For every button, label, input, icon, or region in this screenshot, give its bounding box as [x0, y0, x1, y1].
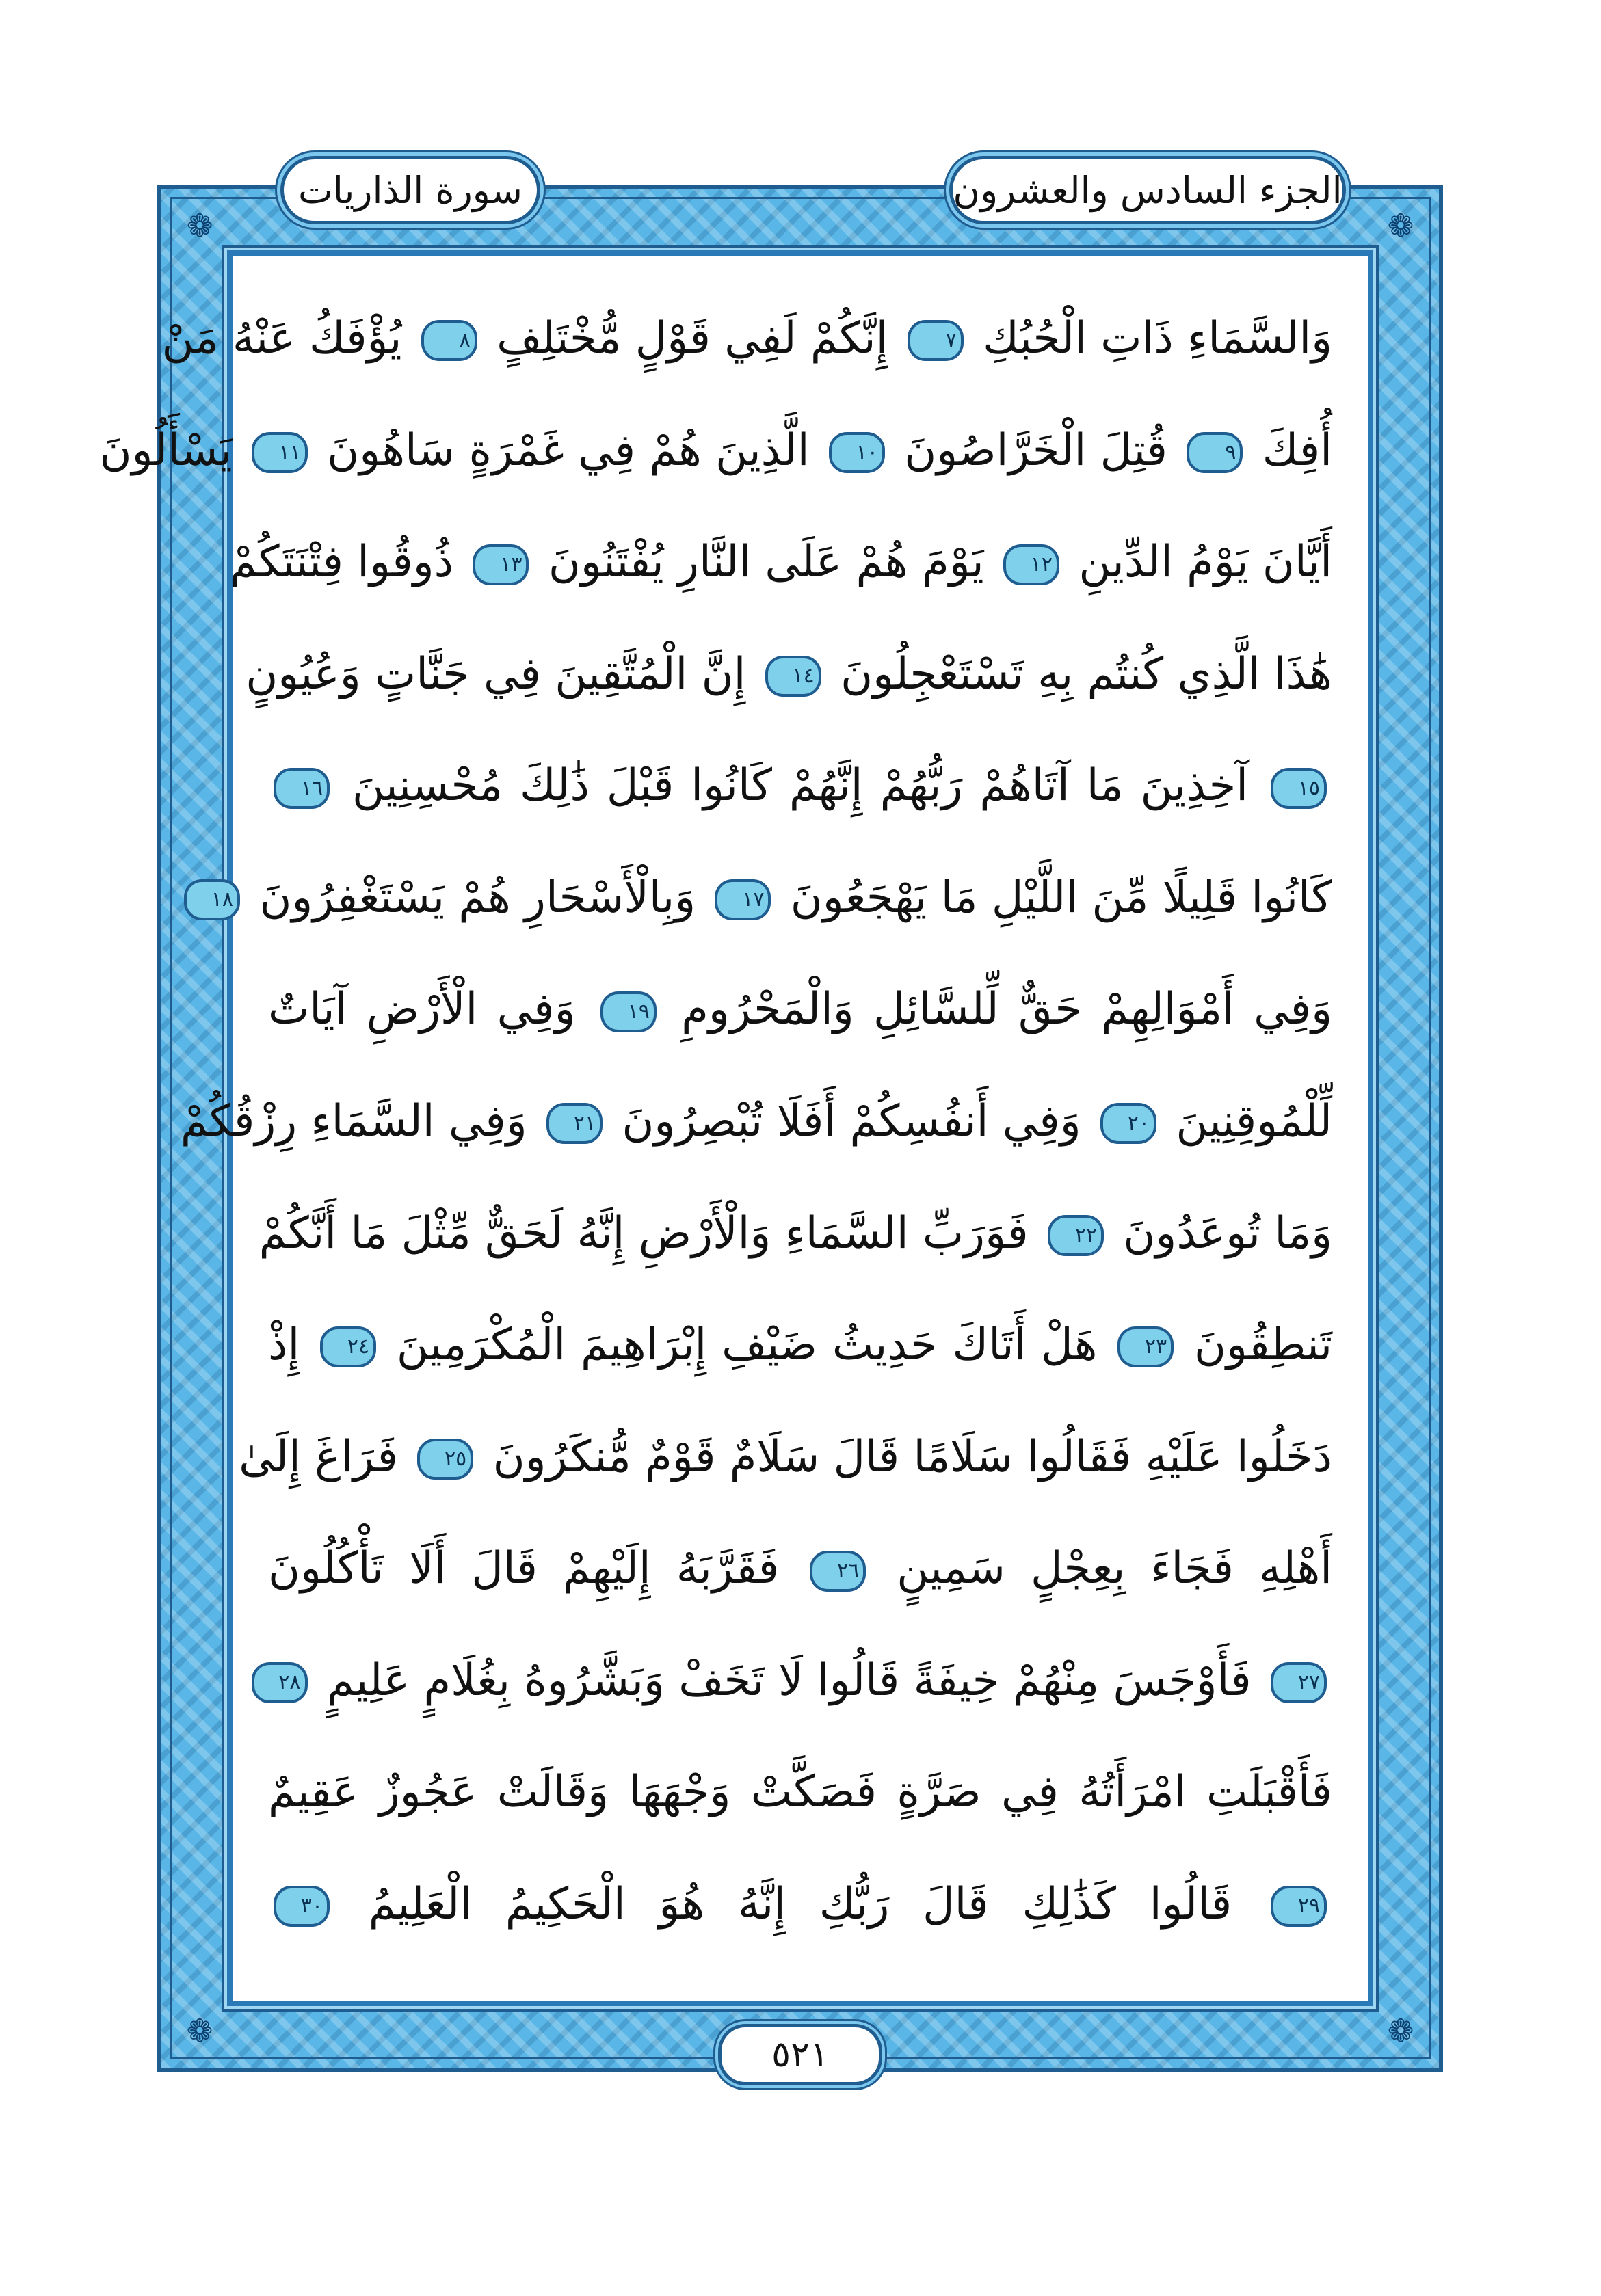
- text-line: [211, 846, 1332, 949]
- verse-text: وَالسَّمَاءِ ذَاتِ الْحُبُكِ: [983, 313, 1332, 364]
- ayah-number-marker: ٢٣: [1117, 1326, 1174, 1367]
- text-line: [180, 1070, 1332, 1173]
- verse-text: إِنَّكُمْ لَفِي قَوْلٍ مُّخْتَلِفٍ: [497, 313, 888, 364]
- verse-text: إِذْ: [268, 1320, 300, 1371]
- text-line: [268, 958, 1332, 1060]
- corner-ornament-icon: ❁: [1387, 2012, 1414, 2049]
- ayah-number-marker: ٢٤: [320, 1326, 376, 1367]
- text-line: [268, 1517, 1332, 1620]
- verse-text: وَفِي أَنفُسِكُمْ أَفَلَا تُبْصِرُونَ: [622, 1095, 1081, 1147]
- verse-text: فَرَاغَ إِلَىٰ: [239, 1431, 398, 1482]
- text-line: [239, 1406, 1332, 1508]
- ayah-number-marker: ٢٨: [252, 1662, 308, 1703]
- text-line: [246, 623, 1332, 725]
- verse-text: إِنَّ الْمُتَّقِينَ فِي جَنَّاتٍ وَعُيُونٍ: [246, 648, 746, 699]
- verse-text: أُفِكَ: [1262, 425, 1332, 476]
- text-line: [268, 1853, 1332, 1955]
- verse-text: آخِذِينَ مَا آتَاهُمْ رَبُّهُمْ إِنَّهُمْ كَانُوا قَبْلَ ذَٰلِكَ مُحْسِنِينَ: [352, 760, 1249, 812]
- verse-text: هَٰذَا الَّذِي كُنتُم بِهِ تَسْتَعْجِلُونَ: [841, 648, 1332, 699]
- verse-text: ذُوقُوا فِتْنَتَكُمْ: [229, 537, 454, 588]
- verse-text: يَسْأَلُونَ: [99, 425, 233, 476]
- ayah-number-marker: ٢١: [546, 1103, 603, 1144]
- corner-ornament-icon: ❁: [186, 207, 213, 244]
- text-line: [259, 1182, 1332, 1285]
- verse-text: وَفِي الْأَرْضِ آيَاتٌ: [268, 984, 576, 1035]
- verse-text: وَمَا تُوعَدُونَ: [1123, 1207, 1332, 1259]
- ayah-number-marker: ٢٩: [1271, 1886, 1327, 1927]
- page-number: ٥٢١: [718, 2024, 882, 2085]
- verse-text: أَهْلِهِ فَجَاءَ بِعِجْلٍ سَمِينٍ: [897, 1543, 1333, 1594]
- corner-ornament-icon: ❁: [1387, 207, 1414, 244]
- ayah-number-marker: ٢٢: [1048, 1215, 1104, 1256]
- text-line: [268, 734, 1332, 837]
- verse-text: أَيَّانَ يَوْمُ الدِّينِ: [1079, 537, 1332, 588]
- verse-text: لِّلْمُوقِنِينَ: [1176, 1095, 1332, 1147]
- text-line: [268, 1629, 1332, 1732]
- ayah-number-marker: ١٢: [1003, 544, 1059, 585]
- verse-text: وَفِي السَّمَاءِ رِزْقُكُمْ: [180, 1095, 527, 1147]
- ayah-number-marker: ٢٥: [417, 1439, 473, 1480]
- quran-text: [99, 287, 1333, 1955]
- text-line: [268, 1741, 1332, 1843]
- ayah-number-marker: ١١: [252, 432, 308, 473]
- text-line: [268, 1294, 1332, 1396]
- verse-text: فَأَقْبَلَتِ امْرَأَتُهُ فِي صَرَّةٍ فَصَكَّتْ وَجْهَهَا وَقَالَتْ عَجُوزٌ عَقِيمٌ: [268, 1767, 1332, 1818]
- ayah-number-marker: ١٤: [765, 656, 821, 697]
- verse-text: قَالُوا كَذَٰلِكِ قَالَ رَبُّكِ إِنَّهُ هُوَ الْحَكِيمُ الْعَلِيمُ: [368, 1878, 1232, 1930]
- ayah-number-marker: ١٨: [184, 879, 240, 920]
- corner-ornament-icon: ❁: [186, 2012, 213, 2049]
- surah-title: سورة الذاريات: [280, 156, 540, 224]
- ayah-number-marker: ٢٧: [1271, 1662, 1327, 1703]
- verse-text: كَانُوا قَلِيلًا مِّنَ اللَّيْلِ مَا يَهْجَعُونَ: [790, 872, 1332, 923]
- ayah-number-marker: ٢٠: [1100, 1103, 1156, 1144]
- verse-text: فَوَرَبِّ السَّمَاءِ وَالْأَرْضِ إِنَّهُ لَحَقٌّ مِّثْلَ مَا أَنَّكُمْ: [259, 1207, 1029, 1259]
- ayah-number-marker: ١٦: [274, 768, 330, 809]
- verse-text: دَخَلُوا عَلَيْهِ فَقَالُوا سَلَامًا قَالَ سَلَامٌ قَوْمٌ مُّنكَرُونَ: [492, 1431, 1332, 1482]
- verse-text: وَبِالْأَسْحَارِ هُمْ يَسْتَغْفِرُونَ: [259, 872, 696, 923]
- ayah-number-marker: ٩: [1187, 432, 1243, 473]
- text-line: [229, 511, 1332, 613]
- ayah-number-marker: ١٣: [473, 544, 529, 585]
- verse-text: تَنطِقُونَ: [1193, 1320, 1333, 1371]
- ayah-number-marker: ١٩: [600, 991, 657, 1032]
- verse-text: فَقَرَّبَهُ إِلَيْهِمْ قَالَ أَلَا تَأْكُلُونَ: [268, 1543, 780, 1594]
- verse-text: فَأَوْجَسَ مِنْهُمْ خِيفَةً قَالُوا لَا تَخَفْ وَبَشَّرُوهُ بِغُلَامٍ عَلِيمٍ: [326, 1655, 1252, 1706]
- verse-text: وَفِي أَمْوَالِهِمْ حَقٌّ لِّلسَّائِلِ وَالْمَحْرُومِ: [681, 984, 1333, 1035]
- ayah-number-marker: ١٠: [829, 432, 885, 473]
- ayah-number-marker: ١٧: [715, 879, 771, 920]
- ayah-number-marker: ١٥: [1271, 768, 1327, 809]
- verse-text: يُؤْفَكُ عَنْهُ مَنْ: [161, 313, 402, 364]
- ayah-number-marker: ٢٦: [810, 1551, 866, 1592]
- text-line: [99, 399, 1332, 502]
- ayah-number-marker: ٧: [908, 320, 964, 361]
- ayah-number-marker: ٨: [421, 320, 477, 361]
- verse-text: يَوْمَ هُمْ عَلَى النَّارِ يُفْتَنُونَ: [548, 537, 984, 588]
- juz-title: الجزء السادس والعشرون: [949, 156, 1346, 224]
- ayah-number-marker: ٣٠: [274, 1886, 330, 1927]
- verse-text: الَّذِينَ هُمْ فِي غَمْرَةٍ سَاهُونَ: [327, 425, 810, 476]
- verse-text: قُتِلَ الْخَرَّاصُونَ: [904, 425, 1167, 476]
- verse-text: هَلْ أَتَاكَ حَدِيثُ ضَيْفِ إِبْرَاهِيمَ الْمُكْرَمِينَ: [396, 1320, 1098, 1371]
- text-line: [161, 287, 1332, 390]
